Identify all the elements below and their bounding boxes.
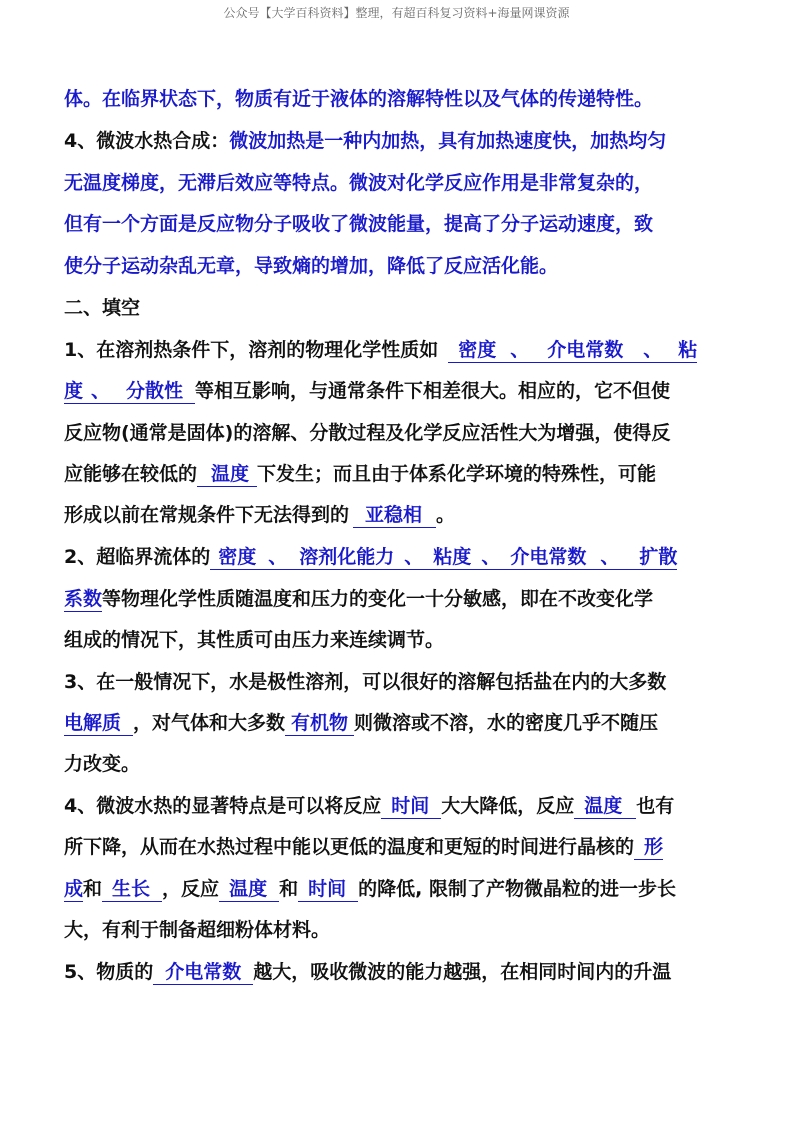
fill-q1-line4 [64,461,656,487]
fill-q5-line1 [64,959,671,985]
fill-q1-text: 。 [436,504,456,526]
fill-q2-text: 等物理化学性质随温度和压力的变化一十分敏感，即在不改变化学 [102,588,654,610]
fill-answer: 系数 [64,588,103,610]
fill-q1-text: 形成以前在常规条件下无法得到的 [64,504,350,526]
fill-answer: 生长 [102,877,162,902]
fill-q5-text: 越大，吸收微波的能力越强，在相同时间内的升温 [253,961,672,983]
fill-q5-text: 5、物质的 [64,961,154,983]
fill-answer: 时间 [298,877,358,902]
fill-answer: 温度 [574,794,636,819]
fill-answer: 密度 [210,545,260,570]
fill-q1-line5 [64,502,455,528]
fill-separator: 、 [590,545,629,570]
q4-microwave-line2: 无温度梯度，无滞后效应等特点。微波对化学反应作用是非常复杂的， [64,172,654,194]
fill-answer: 亚稳相 [353,503,436,528]
fill-q4-text: 和 [83,878,103,900]
fill-q4-text: 大大降低，反应 [441,795,575,817]
fill-answer: 扩散 [629,545,677,570]
fill-separator: 、 [83,379,118,404]
section-title: 二、填空 [64,297,141,319]
fill-answer: 度 [64,380,84,402]
page-header: 公众号【大学百科资料】整理，有超百科复习资料+海量网课资源 [223,6,570,20]
fill-q3-line2 [64,710,658,736]
fill-q3-text: 则微溶或不溶，水的密度几乎不随压 [354,712,659,734]
fill-q1-line2 [64,378,670,404]
fill-separator: 、 [398,545,429,570]
fill-answer: 粘度 [429,545,475,570]
q4-microwave-line1 [64,128,666,154]
fill-q2-line1 [64,544,677,570]
fill-q1-line3: 反应物(通常是固体)的溶解、分散过程及化学反应活性大为增强，使得反 [64,422,671,444]
fill-q4-text: 所下降，从而在水热过程中能以更低的温度和更短的时间进行晶核的 [64,836,635,858]
intro-continuation: 体。在临界状态下，物质有近于液体的溶解特性以及气体的传递特性。 [64,88,654,110]
fill-answer: 形 [634,835,663,860]
fill-q2-line2 [64,586,653,612]
fill-answer: 密度 [448,338,504,363]
fill-q4-text: 也有 [636,795,675,817]
fill-q4-line2 [64,834,663,860]
fill-q3-line1: 3、在一般情况下，水是极性溶剂，可以很好的溶解包括盐在内的大多数 [64,671,667,693]
fill-separator: 、 [475,545,506,570]
q4-microwave-line4: 使分子运动杂乱无章，导致熵的增加，降低了反应活化能。 [64,255,559,277]
fill-q4-text: 的降低, 限制了产物微晶粒的进一步长 [358,878,676,900]
fill-q3-text: ，对气体和大多数 [133,712,286,734]
fill-answer: 溶剂化能力 [295,545,398,570]
fill-answer: 有机物 [285,711,354,736]
fill-q4-line3 [64,876,676,902]
fill-separator: 、 [260,545,295,570]
fill-separator: 、 [504,338,535,363]
fill-answer: 温度 [219,877,279,902]
fill-separator: 、 [635,338,670,363]
fill-answer: 介电常数 [153,960,253,985]
q4-microwave-line3: 但有一个方面是反应物分子吸收了微波能量，提高了分子运动速度，致 [64,213,654,235]
q4-microwave-prefix: 4、微波水热合成： [64,130,230,152]
fill-answer: 粘 [670,338,697,363]
fill-q3-line3: 力改变。 [64,753,141,775]
q4-microwave-text: 微波加热是一种内加热，具有加热速度快，加热均匀 [229,130,667,152]
fill-q4-line4: 大，有利于制备超细粉体材料。 [64,919,331,941]
fill-q1-text: 等相互影响，与通常条件下相差很大。相应的，它不但使 [195,380,671,402]
fill-q1-line1 [64,337,697,363]
fill-answer: 介电常数 [535,338,635,363]
fill-answer: 时间 [381,794,441,819]
fill-answer: 电解质 [64,711,133,736]
fill-q4-text: ，反应 [162,878,220,900]
fill-answer: 介电常数 [506,545,590,570]
fill-q4-text: 4、微波水热的显著特点是可以将反应 [64,795,382,817]
fill-q1-text: 1、在溶剂热条件下，溶剂的物理化学性质如 [64,339,439,361]
fill-q2-text: 2、超临界流体的 [64,546,211,568]
fill-q4-line1 [64,793,674,819]
fill-q4-text: 和 [279,878,299,900]
fill-q2-line3: 组成的情况下，其性质可由压力来连续调节。 [64,629,445,651]
fill-q1-text: 下发生；而且由于体系化学环境的特殊性，可能 [257,463,657,485]
fill-answer: 温度 [197,462,257,487]
fill-answer: 分散性 [118,379,195,404]
fill-q1-text: 应能够在较低的 [64,463,198,485]
fill-answer: 成 [64,878,84,900]
